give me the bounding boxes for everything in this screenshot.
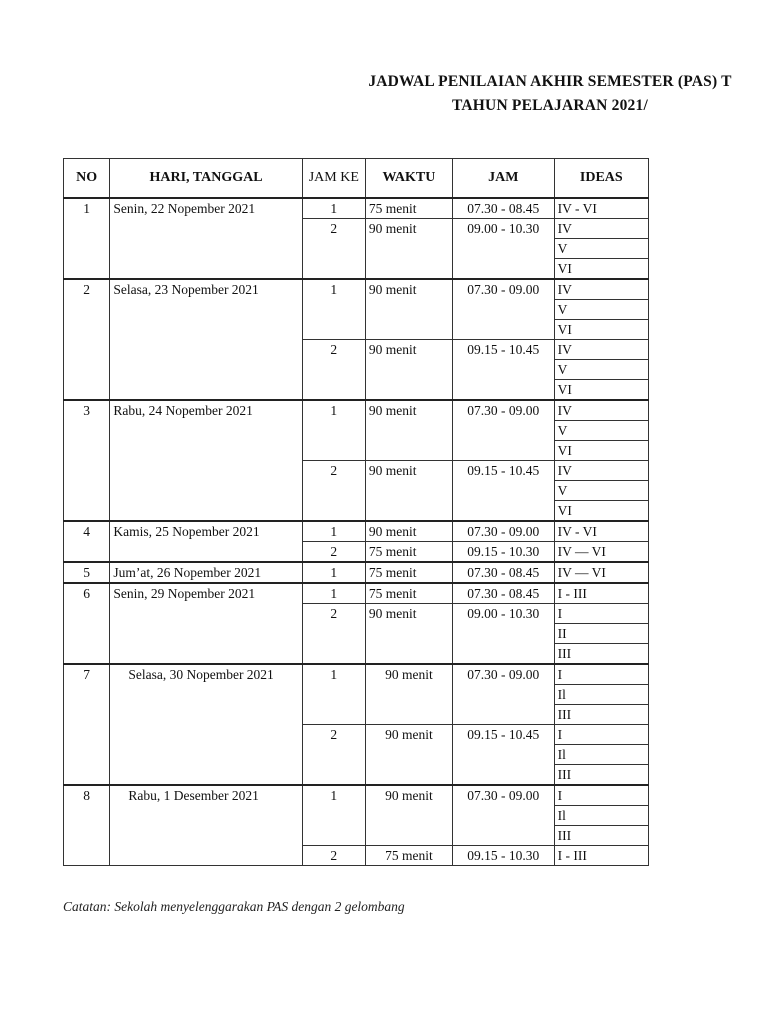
- cell-no: 2: [64, 279, 110, 400]
- cell-no: 1: [64, 198, 110, 279]
- cell-ideas: IV — VI: [554, 562, 648, 583]
- cell-ideas: III: [554, 826, 648, 846]
- cell-ideas: Il: [554, 745, 648, 765]
- cell-waktu: 90 menit: [365, 604, 452, 665]
- cell-ideas: V: [554, 481, 648, 501]
- cell-waktu: 75 menit: [365, 198, 452, 219]
- header-jam: JAM: [452, 159, 554, 199]
- cell-jam-ke: 2: [302, 461, 365, 522]
- cell-ideas: VI: [554, 259, 648, 280]
- cell-hari-tanggal: Selasa, 30 Nopember 2021: [110, 664, 302, 785]
- header-ideas: IDEAS: [554, 159, 648, 199]
- cell-ideas: IV - VI: [554, 198, 648, 219]
- table-row: [64, 400, 649, 421]
- cell-jam-ke: 1: [302, 521, 365, 542]
- cell-waktu: 90 menit: [365, 521, 452, 542]
- cell-hari-tanggal: Rabu, 24 Nopember 2021: [110, 400, 302, 521]
- table-row: [64, 785, 649, 806]
- cell-waktu: 90 menit: [365, 664, 452, 725]
- cell-ideas: I: [554, 664, 648, 685]
- cell-jam-ke: 2: [302, 340, 365, 401]
- cell-no: 3: [64, 400, 110, 521]
- cell-jam: 07.30 - 09.00: [452, 400, 554, 461]
- cell-ideas: V: [554, 421, 648, 441]
- cell-ideas: IV — VI: [554, 542, 648, 563]
- cell-jam-ke: 1: [302, 583, 365, 604]
- cell-waktu: 90 menit: [365, 219, 452, 280]
- cell-ideas: II: [554, 624, 648, 644]
- cell-jam: 09.15 - 10.45: [452, 461, 554, 522]
- cell-ideas: IV: [554, 279, 648, 300]
- cell-jam: 07.30 - 09.00: [452, 664, 554, 725]
- cell-waktu: 90 menit: [365, 340, 452, 401]
- cell-jam: 09.15 - 10.30: [452, 846, 554, 866]
- cell-no: 6: [64, 583, 110, 664]
- cell-ideas: VI: [554, 501, 648, 522]
- cell-jam: 07.30 - 08.45: [452, 198, 554, 219]
- cell-jam: 09.15 - 10.45: [452, 725, 554, 786]
- cell-waktu: 90 menit: [365, 461, 452, 522]
- cell-waktu: 75 menit: [365, 542, 452, 563]
- cell-jam-ke: 2: [302, 604, 365, 665]
- table-row: [64, 664, 649, 685]
- cell-jam-ke: 1: [302, 198, 365, 219]
- cell-jam: 09.15 - 10.45: [452, 340, 554, 401]
- footnote: Catatan: Sekolah menyelenggarakan PAS dengan 2 gelombang: [63, 899, 405, 914]
- cell-ideas: V: [554, 300, 648, 320]
- cell-hari-tanggal: Kamis, 25 Nopember 2021: [110, 521, 302, 562]
- cell-jam: 07.30 - 08.45: [452, 583, 554, 604]
- cell-jam-ke: 1: [302, 664, 365, 725]
- cell-jam-ke: 2: [302, 542, 365, 563]
- table-row: [64, 562, 649, 583]
- cell-no: 5: [64, 562, 110, 583]
- cell-waktu: 75 menit: [365, 846, 452, 866]
- cell-waktu: 90 menit: [365, 725, 452, 786]
- cell-jam-ke: 2: [302, 846, 365, 866]
- cell-ideas: IV - VI: [554, 521, 648, 542]
- cell-ideas: V: [554, 360, 648, 380]
- header-jam-ke: JAM KE: [302, 159, 365, 199]
- cell-waktu: 90 menit: [365, 279, 452, 340]
- cell-ideas: I - III: [554, 846, 648, 866]
- cell-waktu: 90 menit: [365, 400, 452, 461]
- cell-jam-ke: 2: [302, 725, 365, 786]
- cell-jam-ke: 1: [302, 785, 365, 846]
- cell-jam-ke: 2: [302, 219, 365, 280]
- cell-jam: 09.00 - 10.30: [452, 604, 554, 665]
- header-hari-tanggal: HARI, TANGGAL: [110, 159, 302, 199]
- cell-ideas: III: [554, 705, 648, 725]
- cell-jam: 07.30 - 08.45: [452, 562, 554, 583]
- cell-jam-ke: 1: [302, 562, 365, 583]
- cell-ideas: V: [554, 239, 648, 259]
- cell-ideas: I: [554, 725, 648, 745]
- cell-waktu: 75 menit: [365, 562, 452, 583]
- cell-jam: 07.30 - 09.00: [452, 785, 554, 846]
- cell-jam-ke: 1: [302, 279, 365, 340]
- table-row: [64, 521, 649, 542]
- schedule-table: [63, 158, 649, 866]
- cell-ideas: III: [554, 644, 648, 665]
- table-row: [64, 279, 649, 300]
- cell-waktu: 75 menit: [365, 583, 452, 604]
- cell-jam: 07.30 - 09.00: [452, 279, 554, 340]
- cell-jam-ke: 1: [302, 400, 365, 461]
- cell-waktu: 90 menit: [365, 785, 452, 846]
- cell-hari-tanggal: Senin, 22 Nopember 2021: [110, 198, 302, 279]
- table-header-row: [64, 159, 649, 199]
- cell-ideas: I - III: [554, 583, 648, 604]
- cell-jam: 09.00 - 10.30: [452, 219, 554, 280]
- cell-ideas: IV: [554, 461, 648, 481]
- cell-ideas: IV: [554, 340, 648, 360]
- cell-ideas: III: [554, 765, 648, 786]
- cell-ideas: VI: [554, 441, 648, 461]
- cell-no: 7: [64, 664, 110, 785]
- cell-jam: 07.30 - 09.00: [452, 521, 554, 542]
- cell-ideas: VI: [554, 380, 648, 401]
- cell-ideas: IV: [554, 400, 648, 421]
- cell-ideas: IV: [554, 219, 648, 239]
- cell-ideas: Il: [554, 685, 648, 705]
- table-row: [64, 583, 649, 604]
- schedule-body: [64, 198, 649, 866]
- cell-no: 8: [64, 785, 110, 866]
- title-line-2: TAHUN PELAJARAN 2021/: [452, 97, 648, 114]
- cell-no: 4: [64, 521, 110, 562]
- cell-hari-tanggal: Selasa, 23 Nopember 2021: [110, 279, 302, 400]
- title-line-1: JADWAL PENILAIAN AKHIR SEMESTER (PAS) T: [368, 73, 732, 90]
- cell-hari-tanggal: Jum’at, 26 Nopember 2021: [110, 562, 302, 583]
- cell-hari-tanggal: Rabu, 1 Desember 2021: [110, 785, 302, 866]
- table-row: [64, 198, 649, 219]
- cell-ideas: I: [554, 785, 648, 806]
- cell-ideas: VI: [554, 320, 648, 340]
- cell-hari-tanggal: Senin, 29 Nopember 2021: [110, 583, 302, 664]
- header-no: NO: [64, 159, 110, 199]
- cell-ideas: Il: [554, 806, 648, 826]
- header-waktu: WAKTU: [365, 159, 452, 199]
- cell-ideas: I: [554, 604, 648, 624]
- cell-jam: 09.15 - 10.30: [452, 542, 554, 563]
